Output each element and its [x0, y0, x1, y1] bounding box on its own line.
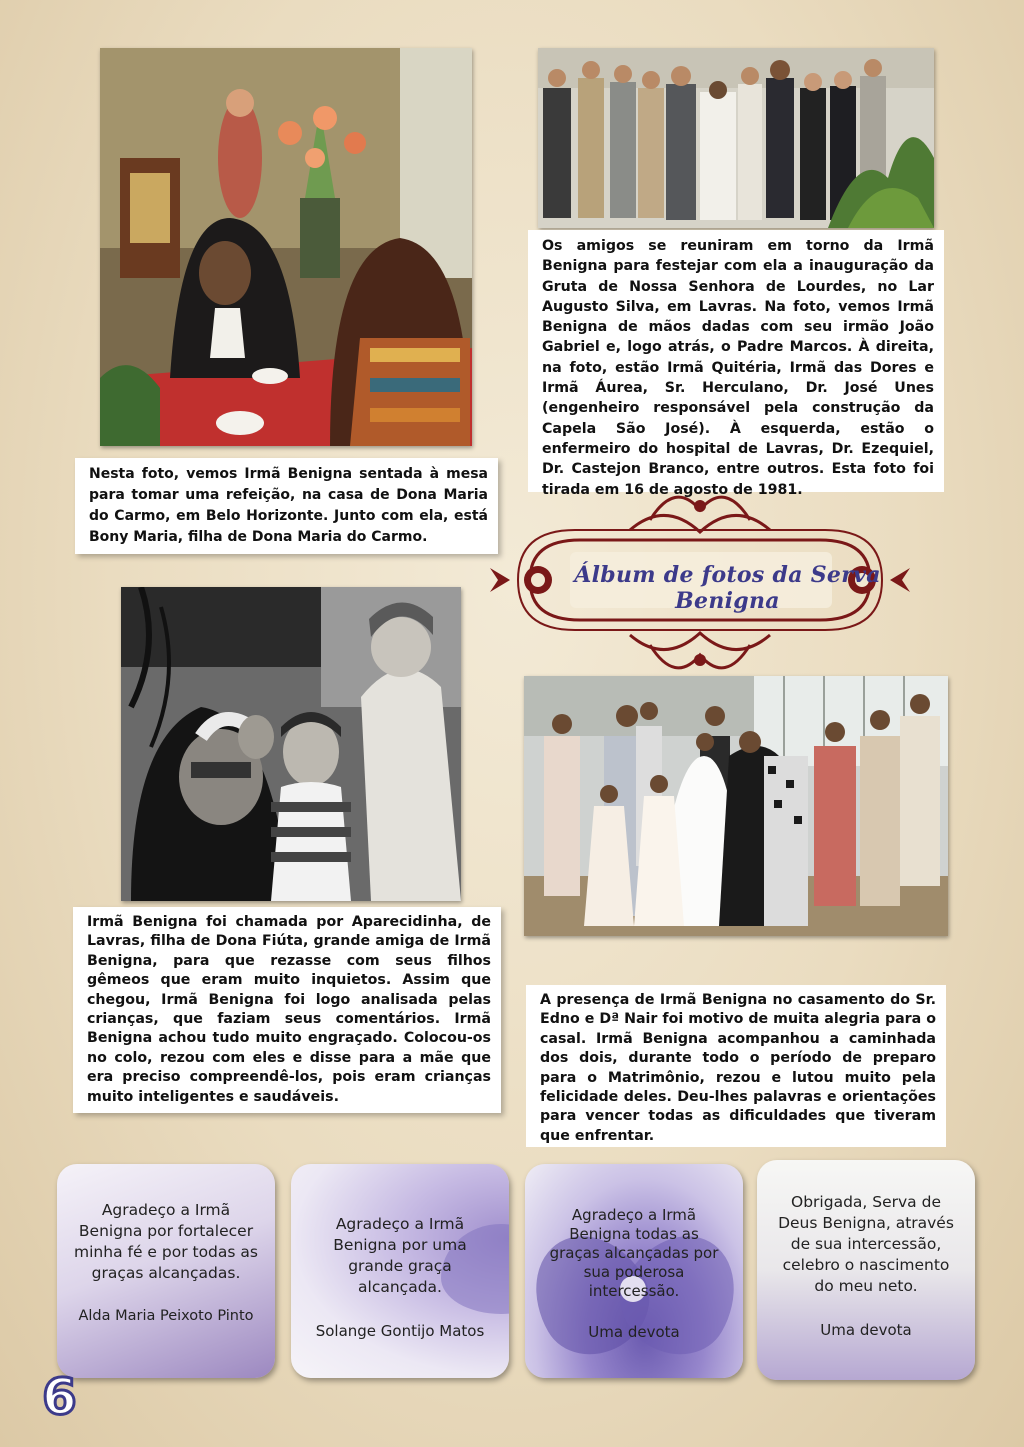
- photo-nun-at-table: [100, 48, 472, 446]
- testimony-author-2: Solange Gontijo Matos: [315, 1322, 485, 1340]
- testimony-author-1: Alda Maria Peixoto Pinto: [78, 1308, 254, 1324]
- caption-nun-at-table: Nesta foto, vemos Irmã Benigna sentada à mesa para tomar uma refeição, na casa de Dona Maria do Carmo, em Belo Horizonte. Junto com ela, está Bony Maria, filha de Dona Maria do Carmo.: [75, 458, 498, 554]
- photo-wedding: [524, 676, 948, 936]
- photo-nun-with-children-image: [121, 587, 461, 901]
- testimony-author-3: Uma devota: [588, 1323, 680, 1341]
- testimony-card-4: [757, 1160, 975, 1380]
- photo-group-grotto-image: [538, 48, 934, 228]
- page-number: 6: [42, 1368, 77, 1426]
- album-banner: [490, 470, 910, 700]
- testimony-card-1: [57, 1164, 275, 1378]
- photo-nun-at-table-image: [100, 48, 472, 446]
- photo-wedding-image: [524, 676, 948, 936]
- testimony-card-3: [525, 1164, 743, 1378]
- testimony-message-3: Agradeço a Irmã Benigna todas as graças alcançadas por sua poderosa intercessão.: [549, 1206, 719, 1300]
- caption-group-grotto: Os amigos se reuniram em torno da Irmã Benigna para festejar com ela a inauguração da Gruta de Nossa Senhora de Lourdes, no Lar Augusto Silva, em Lavras. Na foto, vemos Irmã Benigna de mãos dadas com seu irmão João Gabriel e, logo atrás, o Padre Marcos. À direita, na foto, estão Irmã Quitéria, Irmã das Dores e Irmã Áurea, Sr. Herculano, Dr. José Unes (engenheiro responsável pela construção da Capela São José). À esquerda, estão o enfermeiro do hospital de Lavras, Dr. Ezequiel, Dr. Castejon Branco, entre outros. Esta foto foi tirada em 16 de agosto de 1981.: [528, 230, 944, 492]
- banner-title: Álbum de fotos da Serva Benigna: [574, 562, 881, 614]
- testimony-message-2: Agradeço a Irmã Benigna por uma grande graça alcançada.: [333, 1215, 467, 1296]
- testimony-message-1: Agradeço a Irmã Benigna por fortalecer minha fé e por todas as graças alcançadas.: [74, 1201, 258, 1282]
- photo-group-grotto: [538, 48, 934, 228]
- testimony-card-2: [291, 1164, 509, 1378]
- caption-wedding: A presença de Irmã Benigna no casamento do Sr. Edno e Dª Nair foi motivo de muita alegria para o casal. Irmã Benigna acompanhou a caminhada dos dois, durante todo o período de preparo para o Matrimônio, rezou e lutou muito pela felicidade deles. Deu-lhes palavras e orientações para vencer todas as dificuldades que tiveram que enfrentar.: [526, 985, 946, 1147]
- caption-nun-with-children: Irmã Benigna foi chamada por Aparecidinha, de Lavras, filha de Dona Fiúta, grande amiga de Irmã Benigna, para que rezasse com seus filhos gêmeos que eram muito inquietos. Assim que chegou, Irmã Benigna foi logo analisada pelas crianças, que faziam seus comentários. Irmã Benigna achou tudo muito engraçado. Colocou-os no colo, rezou com eles e disse para a mãe que era preciso compreendê-los, pois eram crianças muito inteligentes e saudáveis.: [73, 907, 501, 1113]
- photo-nun-with-children: [121, 587, 461, 901]
- testimony-message-4: Obrigada, Serva de Deus Benigna, através de sua intercessão, celebro o nascimento do meu neto.: [778, 1193, 954, 1295]
- testimony-author-4: Uma devota: [820, 1321, 912, 1339]
